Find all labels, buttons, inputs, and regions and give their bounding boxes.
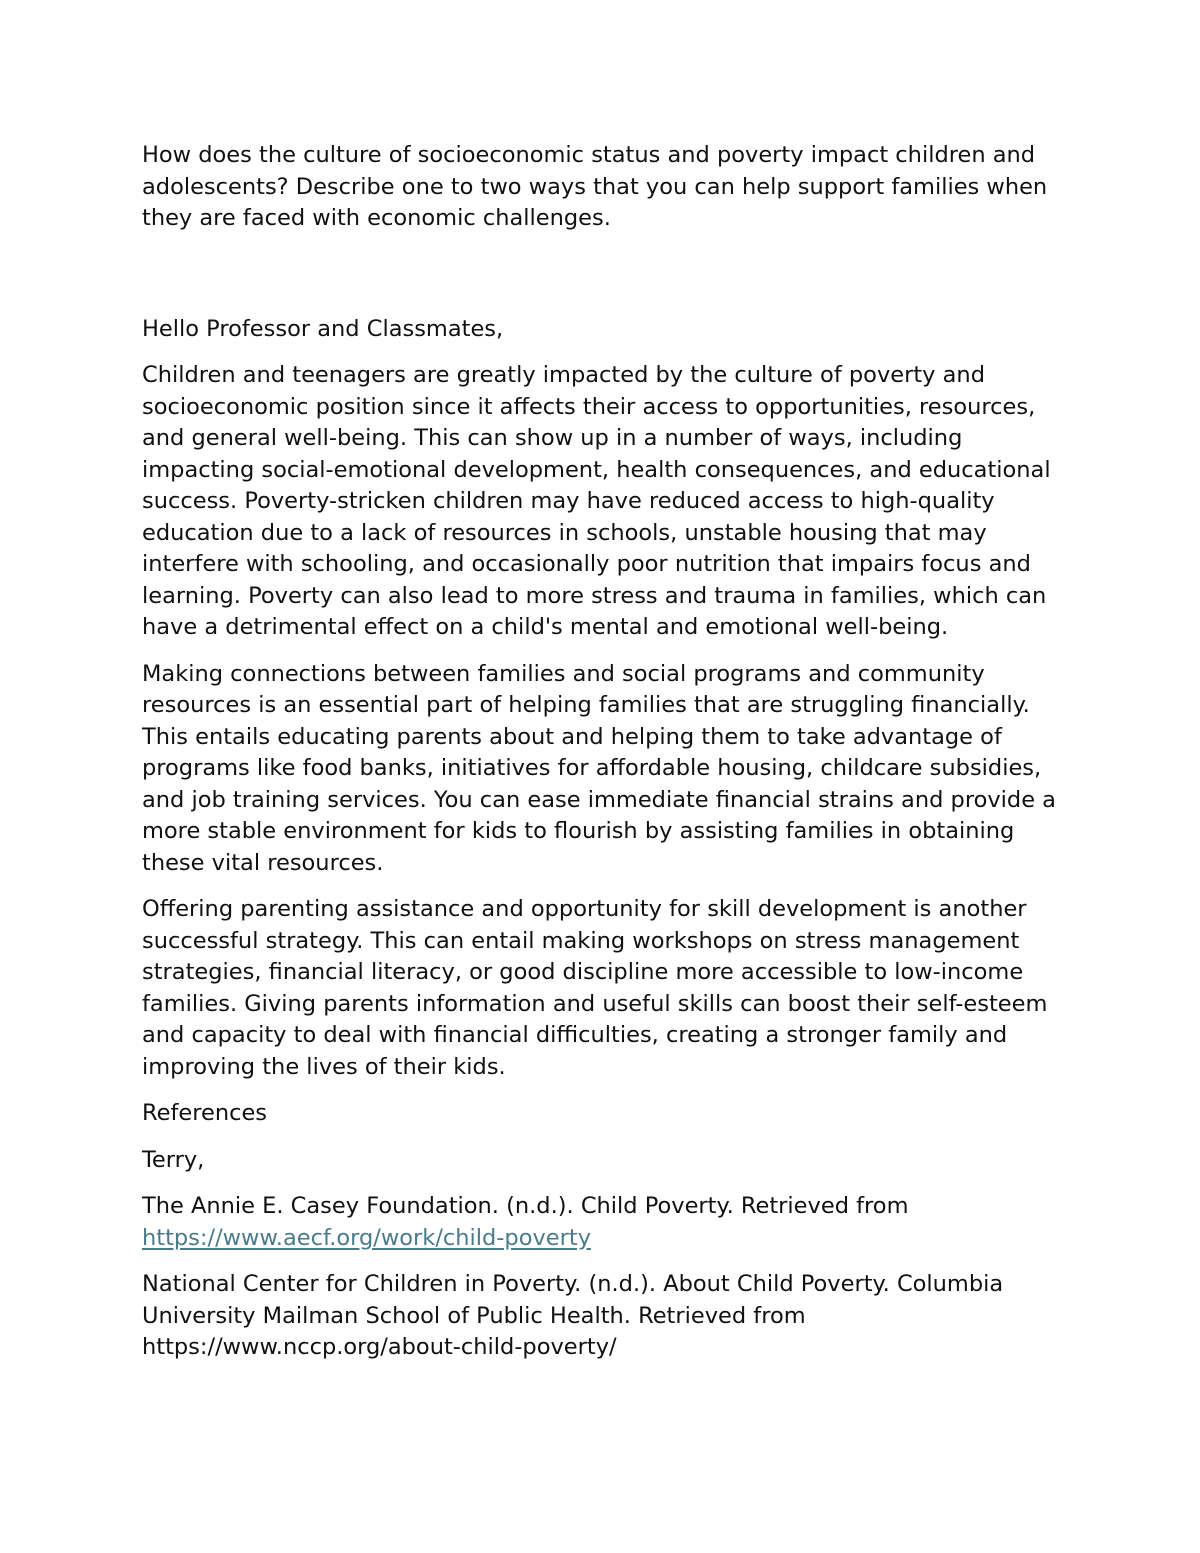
references-heading: References [142, 1100, 268, 1126]
body-paragraph-2: Making connections between families and social programs and community resources is an essential part of helping families that are struggling financially. This entails educating parents about and helping them to take advantage of programs like food banks, initiatives for affordable housing, childcare subsidies, and job training services. You can ease immediate financial strains and provide a more stable environment for kids to flourish by assisting families in obtaining these vital resources. [142, 660, 1056, 876]
greeting: Hello Professor and Classmates, [142, 315, 504, 342]
reference-2 [142, 1269, 1067, 1364]
body-paragraph-3: Offering parenting assistance and opportunity for skill development is another successful strategy. This can entail making workshops on stress management strategies, financial literacy, or good discipline more accessible to low-income families. Giving parents information and useful skills can boost their self-esteem and capacity to deal with financial difficulties, creating a stronger family and improving the lives of their kids. [142, 896, 1048, 1080]
body-paragraph-1: Children and teenagers are greatly impacted by the culture of poverty and socioeconomic position since it affects their access to opportunities, resources, and general well-being. This can show up in a number of ways, including impacting social-emotional development, health consequences, and educational success. Poverty-stricken children may have reduced access to high-quality education due to a lack of resources in schools, unstable housing that may interfere with schooling, and occasionally poor nutrition that impairs focus and learning. Poverty can also lead to more stress and trauma in families, which can have a detrimental effect on a child's mental and emotional well-being. [142, 362, 1051, 640]
reference-2-url: https://www.nccp.org/about-child-poverty/ [142, 1334, 617, 1360]
reference-1-link[interactable]: https://www.aecf.org/work/child-poverty [142, 1224, 592, 1251]
reference-2-text: National Center for Children in Poverty. (n.d.). About Child Poverty. Columbia University Mailman School of Public Health. Retrieved from [142, 1271, 1004, 1329]
reference-1-text: The Annie E. Casey Foundation. (n.d.). Child Poverty. Retrieved from [142, 1193, 909, 1219]
signature: Terry, [142, 1146, 205, 1173]
reference-1 [142, 1191, 1067, 1254]
discussion-question: How does the culture of socioeconomic status and poverty impact children and adolescents? Describe one to two ways that you can help support families when they are faced with economic challenges. [142, 142, 1048, 231]
document-page [142, 140, 1067, 1379]
